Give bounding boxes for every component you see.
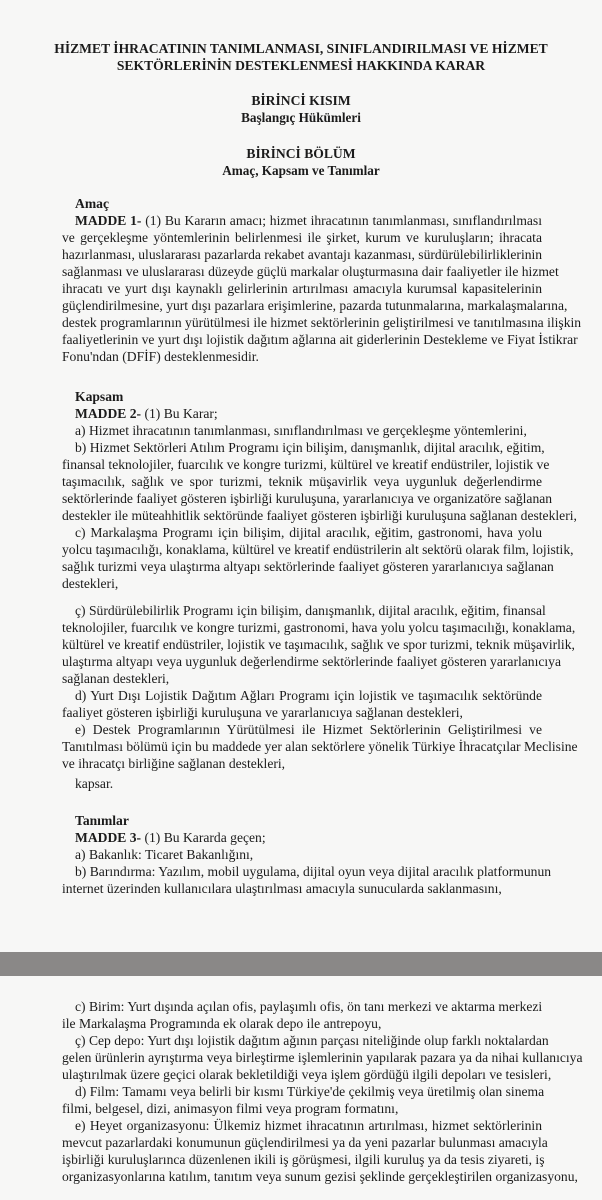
kapsam-line-e1: e) Destek Programlarının Yürütülmesi ile Hizmet Sektörlerinin Geliştirilmesi ve [75,722,542,737]
kapsam-line-d2: faaliyet gösteren işbirliği kuruluşuna ve yararlanıcıya sağlanan destekleri, [62,705,463,720]
kapsam-line-cc1: ç) Sürdürülebilirlik Programı için bilişim, danışmanlık, dijital aracılık, eğitim, finansal [75,603,546,618]
kapsam-line-c2: yolcu taşımacılığı, konaklama, kültürel ve kreatif endüstrilerin alt sektörü olarak film, lojistik, [62,542,574,557]
madde-3-label: MADDE 3- [75,830,142,845]
page2-line-e4: organizasyonlarına katılım, tanıtım veya sunum gezisi şeklinde gerçekleştirilen organizasyonu, [62,1169,578,1184]
kapsam-line-e2: Tanıtılması bölümü için bu maddede yer alan sektörlere yönelik Türkiye İhracatçılar Meclisine [62,739,578,754]
page2-line-cc2: gelen ürünlerin ayrıştırma veya birleştirme işlemlerinin yapılarak pazara ya da nihai kullanıcıya [62,1050,583,1065]
kapsam-line-cc4: ulaştırma altyapı veya uygunluk değerlendirme sektörlerinde faaliyet gösteren yararlanıcıya [62,654,561,669]
kapsam-line-cc3: kültürel ve kreatif endüstriler, lojistik ve taşımacılık, sağlık ve spor turizmi, teknik müşavirlik, [62,637,575,652]
kapsam-line-b3: taşımacılık, sağlık ve spor turizmi, teknik müşavirlik veya uygunluk değerlendirme [62,474,542,489]
section-heading-amac: Amaç [75,196,109,211]
tanimlar-line-b2: internet üzerinden kullanıcılara ulaştırılması amacıyla sunucularda saklanmasını, [62,881,502,896]
kapsam-line-b4: sektörlerinde faaliyet gösteren işbirliği kuruluşuna, yararlanıcıya ve organizatöre sağlanan [62,491,553,506]
madde-3-text: (1) Bu Kararda geçen; [141,830,266,845]
madde-1-first-line [75,212,542,229]
kapsam-line-e3: ve ihracatçı birliğine sağlanan destekleri, [62,756,286,771]
section-heading-tanimlar: Tanımlar [75,813,129,828]
kapsam-line-c3: sağlık turizmi veya ulaştırma altyapı sektörlerinde faaliyet gösteren yararlanıcıya sağlanan [62,559,554,574]
madde-1-label: MADDE 1- [75,213,142,228]
page2-line-d2: filmi, belgesel, dizi, animasyon filmi veya program formatını, [62,1101,399,1116]
amac-line-9: Fonu'ndan (DFİF) desteklenmesidir. [62,349,259,364]
amac-line-6: güçlendirilmesine, yurt dışı pazarlara erişimlerine, pazarda tutunmalarına, markalaşmalarına, [62,298,568,313]
document-title-line-2: SEKTÖRLERİNİN DESTEKLENMESİ HAKKINDA KARAR [116,58,486,73]
amac-line-3: hazırlanması, uluslararası pazarlarda rekabet avantajı kazanması, sürdürülebilirliklerinin [62,247,543,262]
kapsam-line-a: a) Hizmet ihracatının tanımlanması, sınıflandırılması ve gerçekleşme yöntemlerini, [75,423,527,438]
page2-line-d1: d) Film: Tamamı veya belirli bir kısmı Türkiye'de çekilmiş veya üretilmiş olan sinema [75,1084,545,1099]
tanimlar-line-b1: b) Barındırma: Yazılım, mobil uygulama, dijital oyun veya dijital aracılık platformunun [75,864,552,879]
kapsam-line-c4: destekleri, [62,576,119,591]
kapsam-line-b2: finansal teknolojiler, fuarcılık ve kongre turizmi, kültürel ve kreatif endüstriler, lojistik ve [62,457,550,472]
madde-2-label: MADDE 2- [75,406,142,421]
page2-line-cc1: ç) Cep depo: Yurt dışı lojistik dağıtım ağının parçası niteliğinde olup farklı noktalardan [75,1033,549,1048]
amac-line-7: destek programlarının yürütülmesi ile hizmet sektörlerinin geliştirilmesi ve tanıtılmasına ilişkin [62,315,582,330]
page2-line-cc3: ulaştırılmak üzere geçici olarak bekletildiği veya işlem gördüğü ilgili depoları ve tesisleri, [62,1067,552,1082]
part-number: BİRİNCİ KISIM [251,93,351,108]
madde-2-first-line [75,405,542,422]
page2-line-e1: e) Heyet organizasyonu: Ülkemiz hizmet ihracatının artırılması, hizmet sektörlerinin [75,1118,542,1133]
kapsam-line-d1: d) Yurt Dışı Lojistik Dağıtım Ağları Programı için lojistik ve taşımacılık sektöründe [75,688,542,703]
madde-2-text: (1) Bu Karar; [141,406,218,421]
kapsam-line-cc5: sağlanan destekleri, [62,671,170,686]
part-title: Başlangıç Hükümleri [241,110,361,125]
amac-line-5: ihracatı ve yurt dışı kaynaklı gelirlerinin artırılması amacıyla kurumsal kapasitelerinin [62,281,542,296]
amac-line-2: ve gerçekleşme yöntemlerinin belirlenmesi ile şirket, kurum ve kuruluşların; ihracata [62,230,542,245]
document-title-line-1: HİZMET İHRACATININ TANIMLANMASI, SINIFLANDIRILMASI VE HİZMET [54,41,548,56]
page2-line-e3: işbirliği kuruluşlarınca düzenlenen ikili iş görüşmesi, ilgili kuruluş ya da tesis ziyareti, iş [62,1152,545,1167]
section-heading-kapsam: Kapsam [75,389,124,404]
page2-line-e2: mevcut pazarlardaki konumunun güçlendirilmesi ya da yeni pazarlar bulunması amacıyla [62,1135,548,1150]
page2-line-c2: ile Markalaşma Programında ek olarak depo ile antrepoyu, [62,1016,382,1031]
madde-1-text: (1) Bu Kararın amacı; hizmet ihracatının tanımlanması, sınıflandırılması [141,213,542,228]
page-separator [0,952,602,976]
amac-line-4: sağlanması ve uluslararası düzeyde güçlü markalar oluşturmasına dair faaliyetler ile hizmet [62,264,559,279]
page2-line-c1: c) Birim: Yurt dışında açılan ofis, paylaşımlı ofis, ön tanı merkezi ve aktarma merkezi [75,999,543,1014]
kapsam-line-c1: c) Markalaşma Programı için bilişim, dijital aracılık, eğitim, gastronomi, hava yolu [75,525,542,540]
madde-3-first-line [75,829,542,846]
chapter-number: BİRİNCİ BÖLÜM [246,146,356,161]
kapsam-line-b1: b) Hizmet Sektörleri Atılım Programı için bilişim, danışmanlık, dijital aracılık, eğitim, [75,440,545,455]
tanimlar-line-a: a) Bakanlık: Ticaret Bakanlığını, [75,847,254,862]
kapsam-line-kapsar: kapsar. [75,776,114,791]
amac-line-8: faaliyetlerinin ve yurt dışı lojistik dağıtım ağlarına ait giderlerinin Destekleme ve Fiyat İstikrar [62,332,578,347]
document-page-2 [0,976,602,1200]
kapsam-line-cc2: teknolojiler, fuarcılık ve kongre turizmi, gastronomi, hava yolu yolcu taşımacılığı, konaklama, [62,620,576,635]
chapter-title: Amaç, Kapsam ve Tanımlar [222,163,380,178]
kapsam-line-b5: destekler ile müteahhitlik sektöründe faaliyet gösteren işbirliği kuruluşuna sağlanan destekleri, [62,508,577,523]
